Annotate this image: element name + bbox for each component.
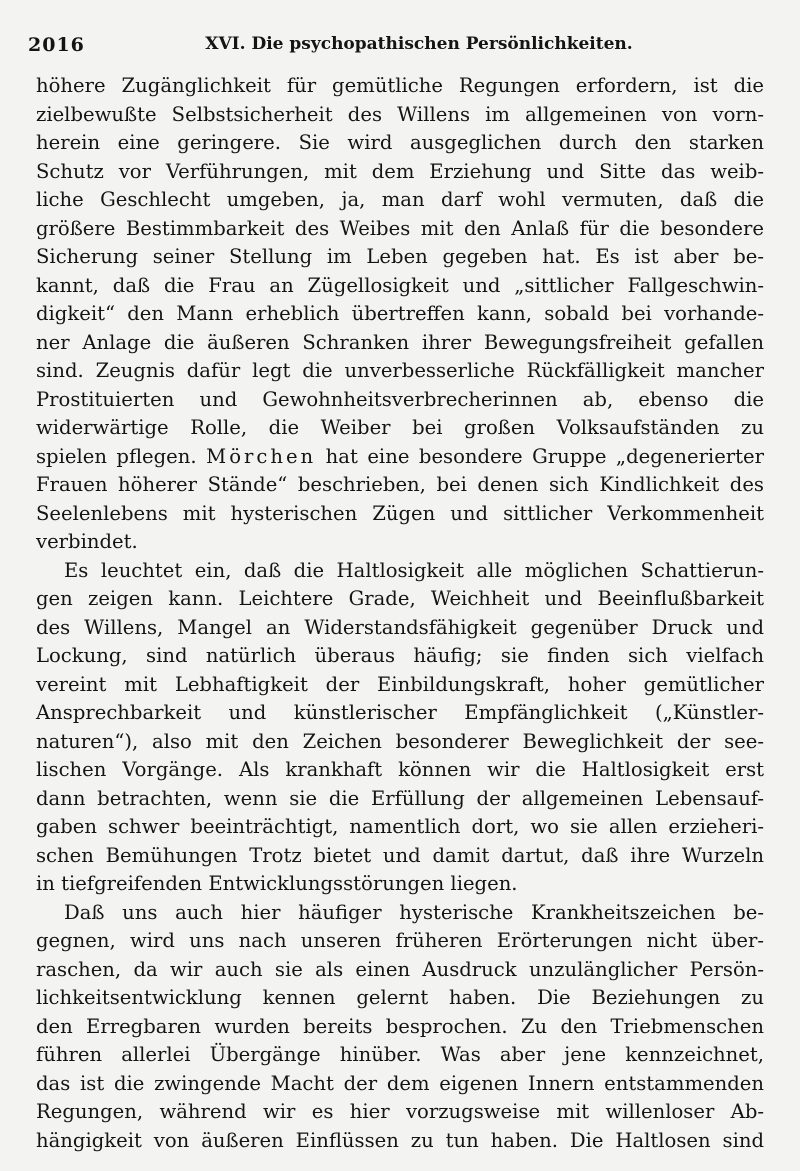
text-line: den Erregbaren wurden bereits besprochen. Zu den Triebmenschen	[36, 1014, 764, 1038]
text-line: Daß uns auch hier häufiger hysterische Krankheitszeichen be-	[64, 900, 764, 924]
text-line: Sicherung seiner Stellung im Leben gegeben hat. Es ist aber be-	[36, 245, 764, 268]
text-line: Prostituierten und Gewohnheitsverbrecherinnen ab, ebenso die	[36, 387, 764, 411]
text-line: des Willens, Mangel an Widerstandsfähigkeit gegenüber Druck und	[36, 615, 764, 639]
body-text	[36, 72, 764, 1155]
text-line: Frauen höherer Stände“ beschrieben, bei denen sich Kindlichkeit des	[36, 473, 764, 496]
text-line: schen Bemühungen Trotz bietet und damit dartut, daß ihre Wurzeln	[36, 843, 764, 867]
paragraph-3	[36, 899, 764, 1156]
text-line: naturen“), also mit den Zeichen besonderer Beweglichkeit der see-	[36, 729, 764, 753]
text-line: lischen Vorgänge. Als krankhaft können wir die Haltlosigkeit erst	[36, 758, 764, 781]
text-line: gegnen, wird uns nach unseren früheren Erörterungen nicht über-	[36, 929, 764, 952]
text-line: dann betrachten, wenn sie die Erfüllung der allgemeinen Lebensauf-	[36, 786, 764, 810]
text-line: Regungen, während wir es hier vorzugsweise mit willenloser Ab-	[36, 1100, 764, 1123]
text-line: kannt, daß die Frau an Zügellosigkeit und „sittlicher Fallgeschwin-	[36, 273, 764, 297]
text-line: das ist die zwingende Macht der dem eigenen Innern entstammenden	[36, 1071, 764, 1095]
text-line: sind. Zeugnis dafür legt die unverbesserliche Rückfälligkeit mancher	[36, 359, 764, 382]
text-line: Lockung, sind natürlich überaus häufig; sie finden sich vielfach	[36, 644, 764, 667]
text-line: führen allerlei Übergänge hinüber. Was aber jene kennzeichnet,	[36, 1043, 764, 1066]
text-line: gaben schwer beeinträchtigt, namentlich dort, wo sie allen erzieheri-	[36, 815, 764, 838]
running-title: XVI. Die psychopathischen Persönlichkeiten.	[205, 34, 633, 54]
text-line: verbindet.	[36, 530, 138, 553]
text-line: zielbewußte Selbstsicherheit des Willens im allgemeinen von vorn-	[36, 102, 764, 126]
text-line: hängigkeit von äußeren Einflüssen zu tun haben. Die Haltlosen sind	[36, 1128, 764, 1152]
text-line: lichkeitsentwicklung kennen gelernt haben. Die Beziehungen zu	[36, 986, 764, 1009]
page-number: 2016	[28, 34, 85, 56]
text-line: Seelenlebens mit hysterischen Zügen und sittlicher Verkommenheit	[36, 501, 764, 525]
text-line: vereint mit Lebhaftigkeit der Einbildungskraft, hoher gemütlicher	[36, 672, 764, 696]
text-run: spielen pflegen.	[36, 444, 207, 468]
text-line: Es leuchtet ein, daß die Haltlosigkeit alle möglichen Schattierun-	[64, 558, 764, 582]
text-line: in tiefgreifenden Entwicklungsstörungen liegen.	[36, 872, 518, 895]
author-name-spaced: Mörchen	[206, 444, 317, 468]
text-line: liche Geschlecht umgeben, ja, man darf wohl vermuten, daß die	[36, 188, 764, 211]
text-line	[36, 443, 764, 472]
text-line: widerwärtige Rolle, die Weiber bei großen Volksaufständen zu	[36, 416, 764, 439]
text-line: digkeit“ den Mann erheblich übertreffen kann, sobald bei vorhande-	[36, 302, 764, 325]
text-line: ner Anlage die äußeren Schranken ihrer Bewegungsfreiheit gefallen	[36, 330, 764, 354]
text-line: höhere Zugänglichkeit für gemütliche Regungen erfordern, ist die	[36, 74, 764, 97]
text-line: größere Bestimmbarkeit des Weibes mit den Anlaß für die besondere	[36, 216, 764, 240]
paragraph-1	[36, 72, 764, 557]
page-header	[28, 34, 770, 58]
text-run: hat eine besondere Gruppe „degenerierter	[316, 444, 764, 468]
paragraph-2	[36, 557, 764, 899]
text-line: Ansprechbarkeit und künstlerischer Empfänglichkeit („Künstler-	[36, 701, 764, 724]
text-line: herein eine geringere. Sie wird ausgeglichen durch den starken	[36, 131, 764, 154]
text-line: raschen, da wir auch sie als einen Ausdruck unzulänglicher Persön-	[36, 957, 764, 981]
text-line: Schutz vor Verführungen, mit dem Erziehung und Sitte das weib-	[36, 159, 764, 183]
text-line: gen zeigen kann. Leichtere Grade, Weichheit und Beeinflußbarkeit	[36, 587, 764, 610]
